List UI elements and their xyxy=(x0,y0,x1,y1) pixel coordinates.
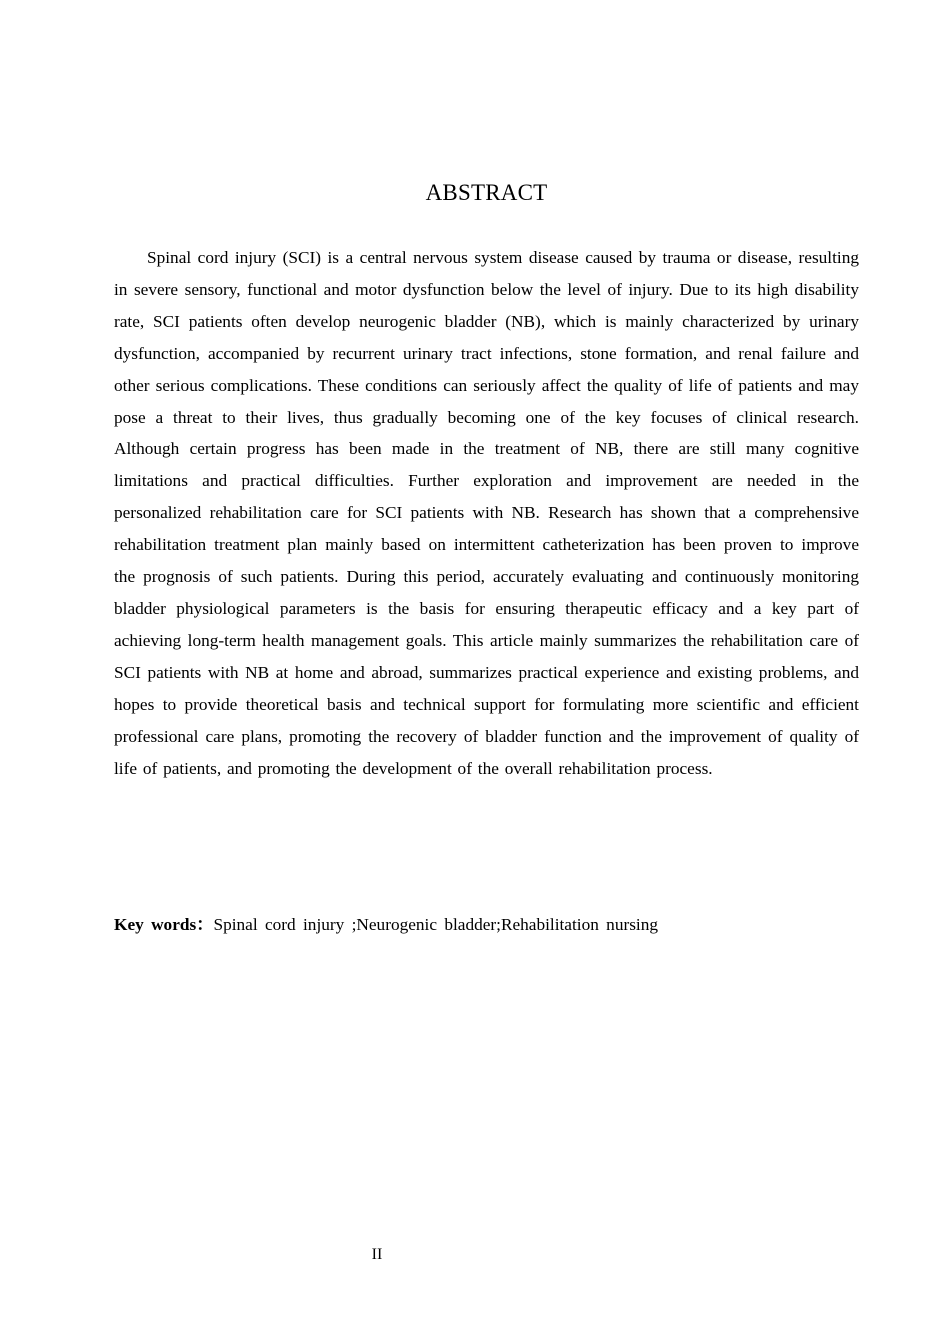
keywords-line xyxy=(114,909,859,941)
page-number: II xyxy=(371,1246,383,1263)
keywords-text: Spinal cord injury ;Neurogenic bladder;Rehabilitation nursing xyxy=(213,915,659,934)
abstract-title: ABSTRACT xyxy=(425,180,548,205)
abstract-body: Spinal cord injury (SCI) is a central nervous system disease caused by trauma or disease, resulting in severe sensory, functional and motor dysfunction below the level of injury. Due to its high disability rate, SCI patients often develop neurogenic bladder (NB), which is mainly characterized by urinary dysfunction, accompanied by recurrent urinary tract infections, stone formation, and renal failure and other serious complications. These conditions can seriously affect the quality of life of patients and may pose a threat to their lives, thus gradually becoming one of the key focuses of clinical research. Although certain progress has been made in the treatment of NB, there are still many cognitive limitations and practical difficulties. Further exploration and improvement are needed in the personalized rehabilitation care for SCI patients with NB. Research has shown that a comprehensive rehabilitation treatment plan mainly based on intermittent catheterization has been proven to improve the prognosis of such patients. During this period, accurately evaluating and continuously monitoring bladder physiological parameters is the basis for ensuring therapeutic efficacy and a key part of achieving long-term health management goals. This article mainly summarizes the rehabilitation care of SCI patients with NB at home and abroad, summarizes practical experience and existing problems, and hopes to provide theoretical basis and technical support for formulating more scientific and efficient professional care plans, promoting the recovery of bladder function and the improvement of quality of life of patients, and promoting the development of the overall rehabilitation process. xyxy=(114,248,859,778)
keywords-label: Key words： xyxy=(114,915,214,934)
